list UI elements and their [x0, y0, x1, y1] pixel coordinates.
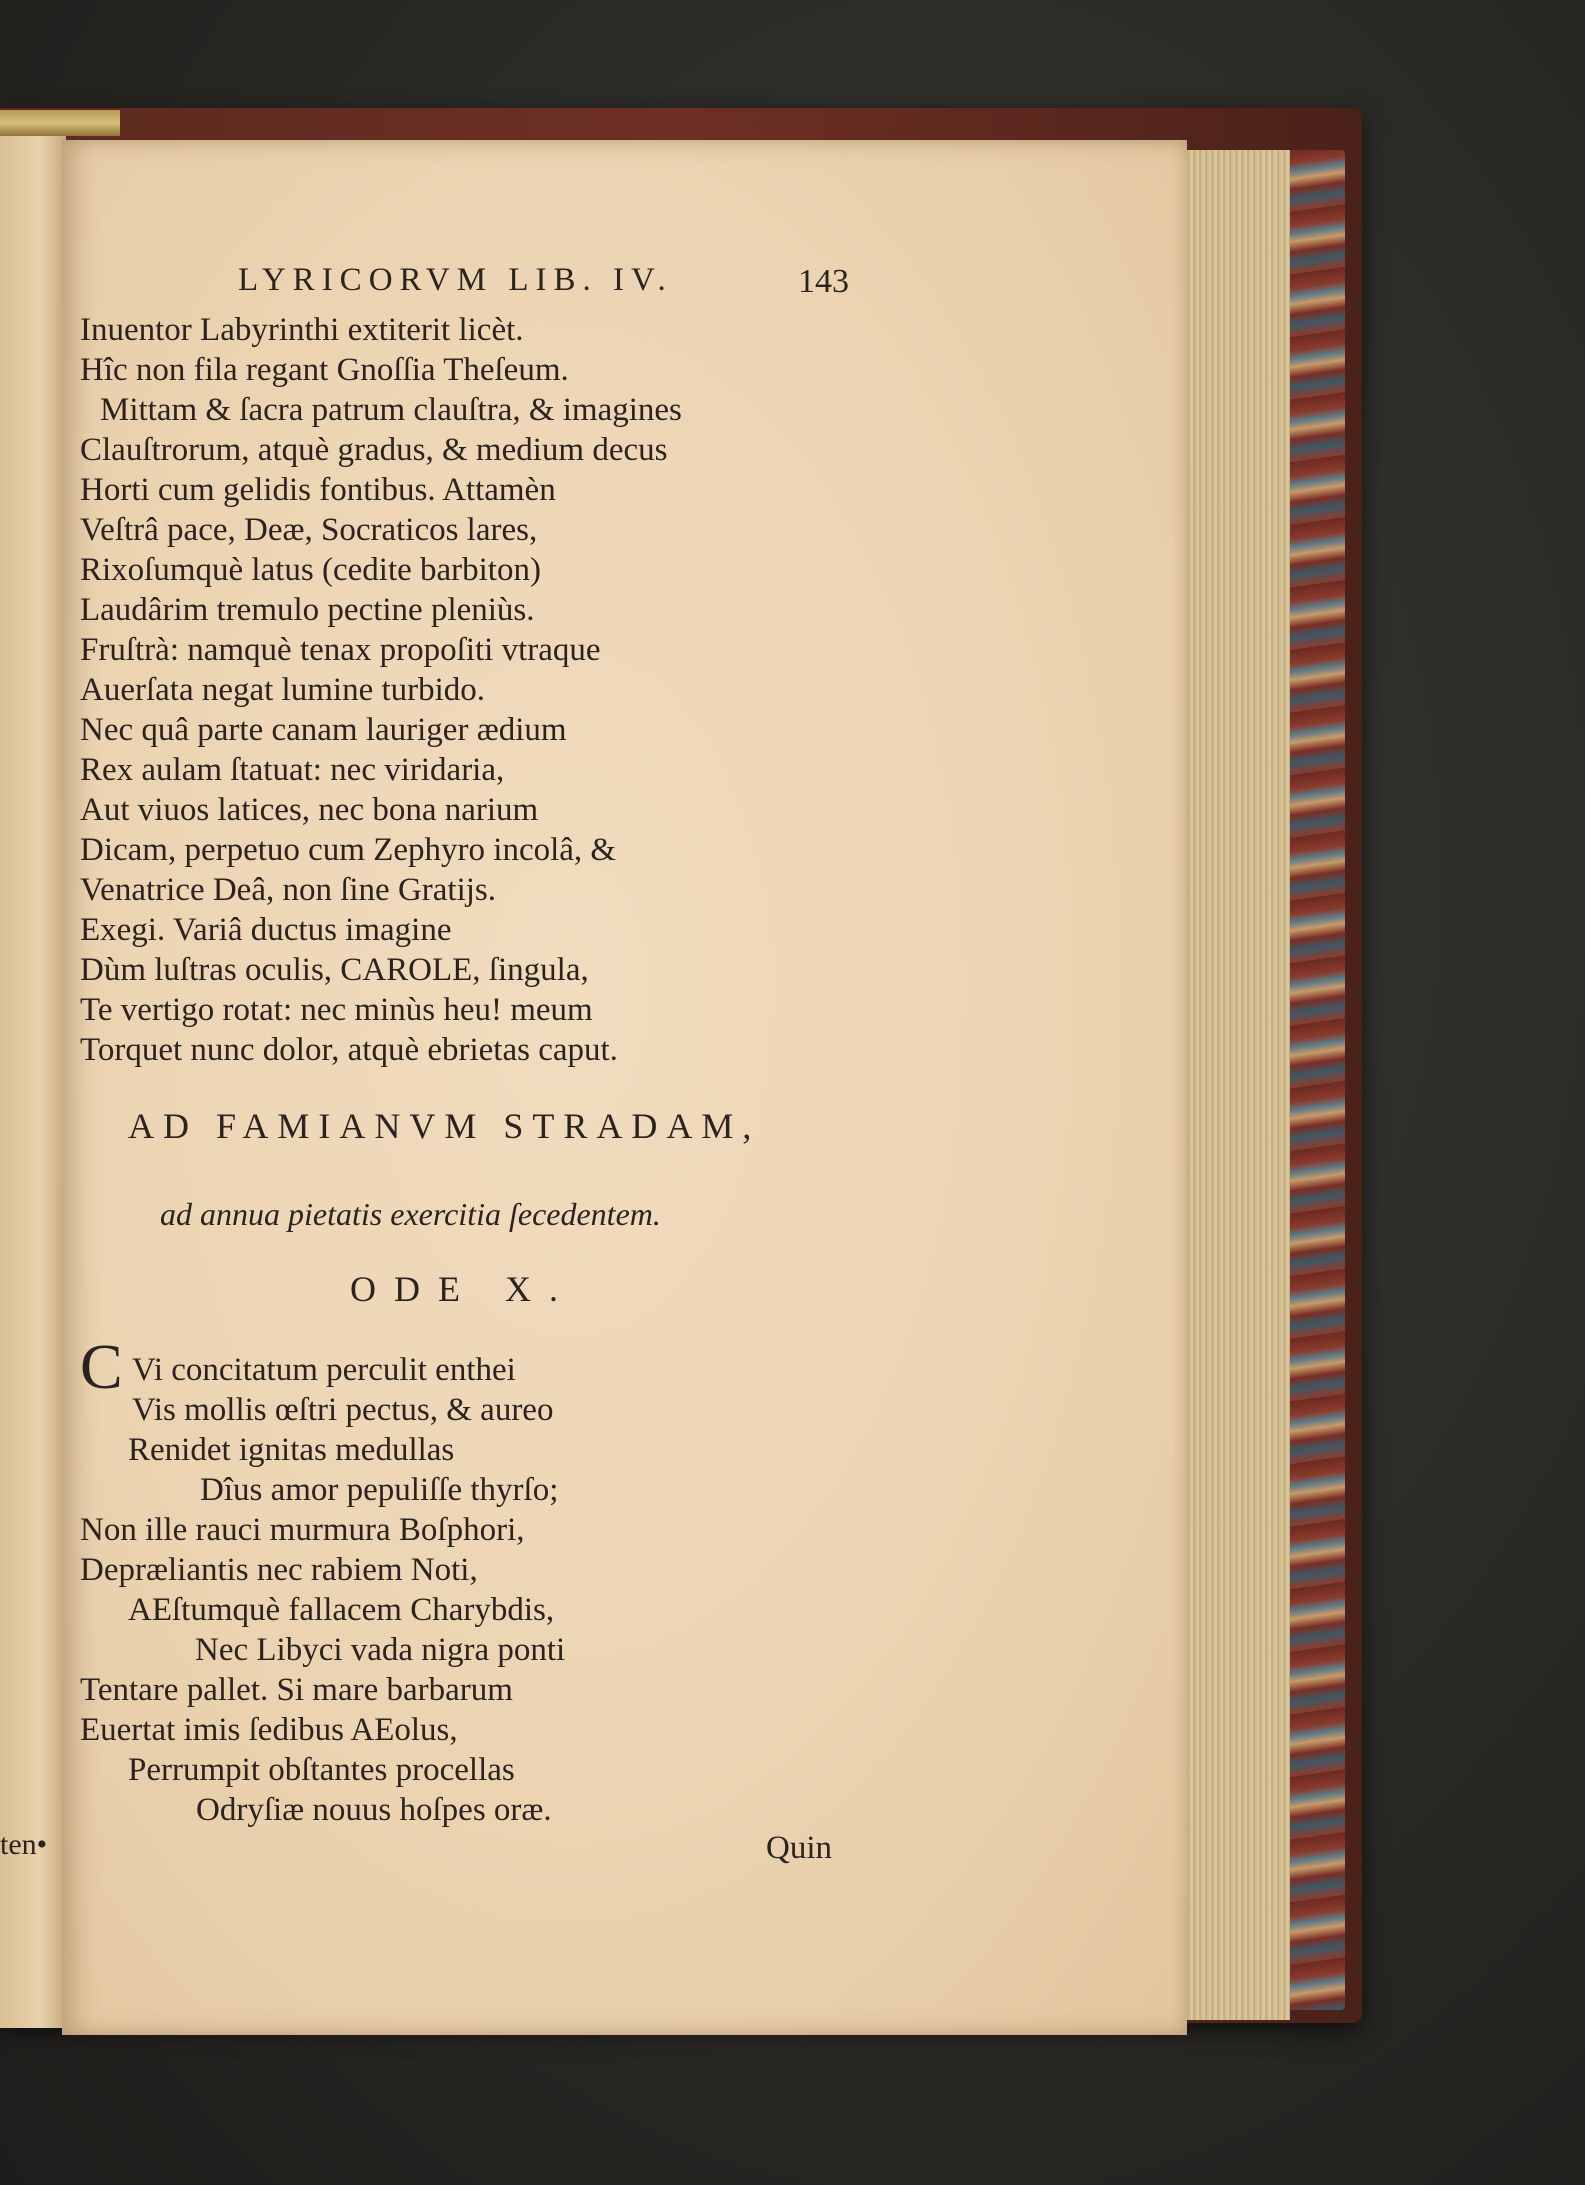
poem-line: Fruſtrà: namquè tenax propoſiti vtraque [80, 632, 601, 668]
poem-line: Torquet nunc dolor, atquè ebrietas caput. [80, 1032, 618, 1068]
ode-line: AEſtumquè fallacem Charybdis, [128, 1592, 555, 1628]
running-head: LYRICORVM LIB. IV. [238, 262, 673, 298]
poem-line: Venatrice Deâ, non ſine Gratijs. [80, 872, 497, 908]
poem-line: Nec quâ parte canam lauriger ædium [80, 712, 567, 748]
ode-line: Tentare pallet. Si mare barbarum [80, 1672, 513, 1708]
ode-line: Vis mollis œſtri pectus, & aureo [132, 1392, 554, 1428]
poem-line: Rixoſumquè latus (cedite barbiton) [80, 552, 541, 588]
ode-line: Non ille rauci murmura Boſphori, [80, 1512, 525, 1548]
ode-line: Dîus amor pepuliſſe thyrſo; [200, 1472, 559, 1508]
page-fore-edge [1172, 150, 1290, 2020]
ode-line: Perrumpit obſtantes procellas [128, 1752, 515, 1788]
poem-line: Te vertigo rotat: nec minùs heu! meum [80, 992, 593, 1028]
poem-line: Auerſata negat lumine turbido. [80, 672, 486, 708]
poem-line: Inuentor Labyrinthi extiterit licèt. [80, 312, 524, 348]
poem-line: Aut viuos latices, nec bona narium [80, 792, 539, 828]
poem-line: Clauſtrorum, atquè gradus, & medium decus [80, 432, 668, 468]
poem-line: Laudârim tremulo pectine pleniùs. [80, 592, 535, 628]
poem-line: Horti cum gelidis fontibus. Attamèn [80, 472, 556, 508]
ode-line: Odryſiæ nouus hoſpes oræ. [196, 1792, 552, 1828]
poem-line: Veſtrâ pace, Deæ, Socraticos lares, [80, 512, 538, 548]
poem-line: Hîc non fila regant Gnoſſia Theſeum. [80, 352, 569, 388]
catchword: Quin [766, 1830, 832, 1866]
ode-line: Depræliantis nec rabiem Noti, [80, 1552, 478, 1588]
ode-line: Vi concitatum perculit enthei [132, 1352, 516, 1388]
poem-line: Rex aulam ſtatuat: nec viridaria, [80, 752, 505, 788]
gilt-spine-edge [0, 110, 120, 136]
poem-line: Exegi. Variâ ductus imagine [80, 912, 452, 948]
drop-capital: C [80, 1331, 123, 1402]
poem-line: Dicam, perpetuo cum Zephyro incolâ, & [80, 832, 617, 868]
ode-subtitle: ad annua pietatis exercitia ſecedentem. [160, 1196, 661, 1232]
marbled-cover-edge [1285, 150, 1345, 2010]
ode-line: Renidet ignitas medullas [128, 1432, 455, 1468]
left-page-text-fragment: ten• [0, 1828, 48, 1861]
ode-title: AD FAMIANVM STRADAM, [128, 1106, 761, 1146]
poem-line: Dùm luſtras oculis, CAROLE, ſingula, [80, 952, 589, 988]
left-page-sliver [0, 128, 66, 2028]
ode-number: ODE X. [350, 1269, 576, 1309]
page-number: 143 [798, 263, 849, 300]
ode-line: Euertat imis ſedibus AEolus, [80, 1712, 458, 1748]
ode-line: Nec Libyci vada nigra ponti [195, 1632, 566, 1668]
poem-line: Mittam & ſacra patrum clauſtra, & imagines [100, 392, 682, 428]
